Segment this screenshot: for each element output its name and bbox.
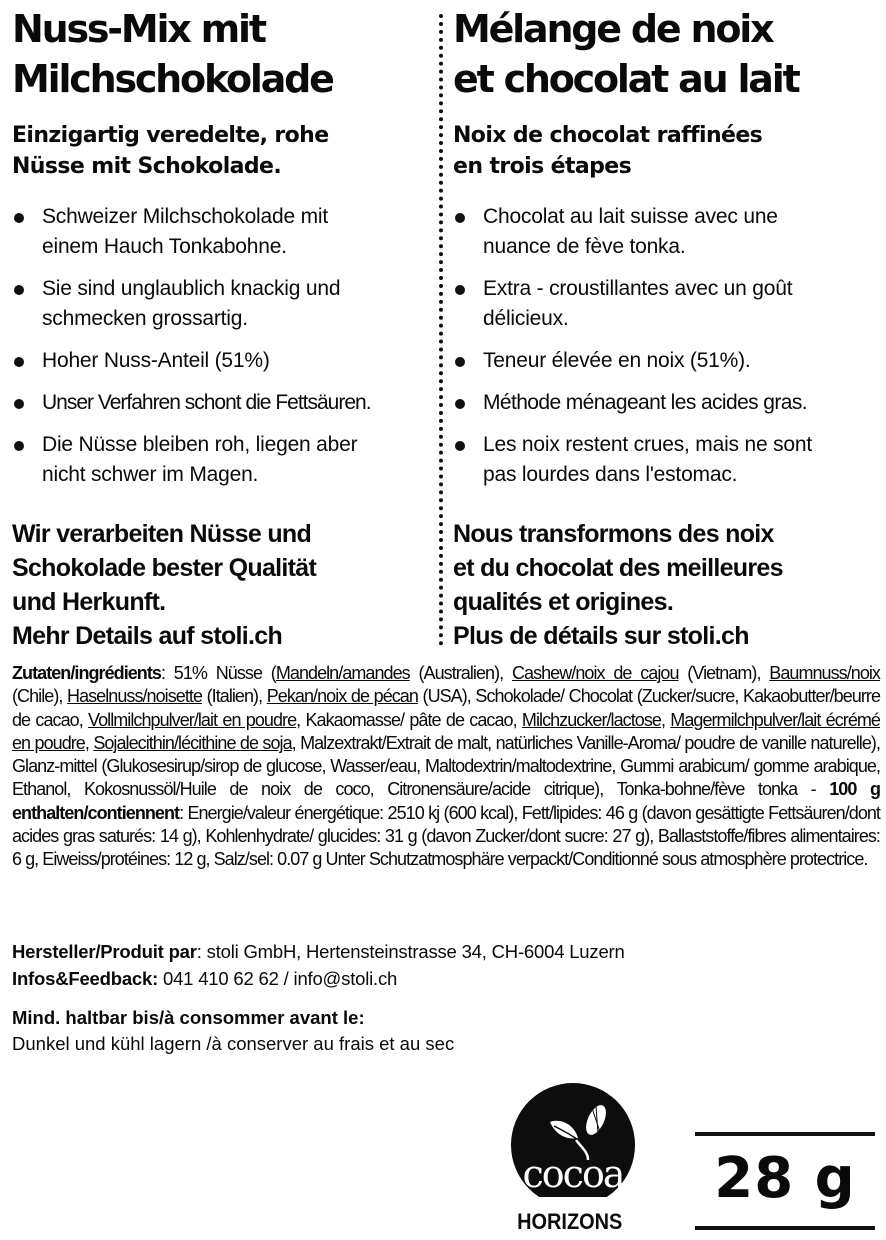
ingredients-text: : 51% Nüsse (: [160, 663, 276, 683]
french-subtitle: [453, 120, 883, 182]
nutrition-label: 100 g enthalten/contiennent: [12, 779, 880, 823]
ingredients-text: (Italien),: [202, 686, 267, 707]
ingredients-block: [12, 662, 880, 872]
bullet-line: Schweizer Milchschokolade mit: [42, 205, 328, 228]
bullet-dot-icon: [455, 399, 465, 409]
statement-line: qualités et origines.: [453, 588, 674, 616]
feedback-line: [12, 965, 625, 992]
manufacturer-label: Hersteller/Produit par: [12, 941, 197, 962]
french-subtitle-line: en trois étapes: [453, 154, 632, 179]
best-before-label: Mind. haltbar bis/à consommer avant le:: [12, 1007, 365, 1028]
bullet-item: [12, 388, 437, 418]
allergen: Milchzucker/lactose: [521, 709, 661, 730]
bullet-item: [12, 430, 437, 490]
nutrition-text: : Energie/valeur énergétique: 2510 kj (600 kcal), Fett/lipides: 46 g (davon gesättigte Fettsäuren/dont acides gras saturés: 14 g), Kohlenhydrate/ glucides: 31 g (davon Zucker/dont sucre: 27 g), Ballaststoffe/fibres alimentaires: 6 g, Eiweiss/protéines: 12 g, Salz/sel: 0.07 g Unter Schutzatmosphäre verpackt/Conditionné sous atmosphère protectrice.: [12, 802, 880, 870]
weight-rule-bottom: [695, 1226, 875, 1230]
bullet-line: Chocolat au lait suisse avec une: [483, 205, 778, 228]
bullet-line: Unser Verfahren schont die Fettsäuren.: [42, 391, 371, 414]
bullet-line: Extra - croustillantes avec un goût: [483, 277, 793, 300]
french-quality-statement: [453, 517, 783, 653]
german-bullet-list: [12, 202, 437, 490]
allergen: Cashew/noix de cajou: [511, 663, 679, 683]
bullet-item: [12, 274, 437, 334]
bullet-line: nuance de fève tonka.: [483, 235, 686, 258]
allergen: Vollmilchpulver/lait en poudre: [88, 709, 297, 730]
weight-rule-top: [695, 1132, 875, 1136]
statement-line: Mehr Details auf stoli.ch: [12, 622, 283, 650]
french-title-line: et chocolat au lait: [453, 57, 799, 101]
bullet-item: [453, 202, 883, 262]
bullet-item: [453, 388, 883, 418]
allergen: Baumnuss/noix: [769, 663, 880, 683]
feedback-contact: 041 410 62 62 / info@stoli.ch: [158, 968, 398, 989]
ingredients-text: (Australien),: [409, 663, 512, 683]
german-subtitle-line: Nüsse mit Schokolade.: [12, 154, 282, 179]
best-before-block: [12, 1005, 454, 1057]
allergen: Magermilchpulver/lait écrémé en poudre: [12, 709, 880, 753]
bullet-dot-icon: [14, 357, 24, 367]
cocoa-horizons-logo-icon: [508, 1082, 638, 1232]
french-column: [453, 0, 883, 502]
french-subtitle-line: Noix de chocolat raffinées: [453, 123, 763, 148]
ingredients-text: , Malzextrakt/Extrait de malt, natürliches Vanille-Aroma/ poudre de vanille naturelle), Glanz-mittel (Glukosesirup/sirop de glucose, Wasser/eau, Maltodextrin/maltodextrine, Gummi arabicum/ gomme arabique, Ethanol, Kokosnussöl/Huile de noix de coco, Citronensäure/acide citrique), Tonka-bohne/fève tonka -: [12, 732, 880, 800]
french-title: [453, 4, 883, 104]
statement-line: Wir verarbeiten Nüsse und: [12, 520, 312, 548]
german-subtitle: [12, 120, 437, 182]
bullet-line: délicieux.: [483, 307, 569, 330]
statement-line: et du chocolat des meilleures: [453, 554, 783, 582]
bullet-dot-icon: [455, 285, 465, 295]
statement-line: Nous transformons des noix: [453, 520, 774, 548]
feedback-label: Infos&Feedback:: [12, 968, 159, 989]
french-title-line: Mélange de noix: [453, 7, 773, 51]
bullet-item: [453, 346, 883, 376]
bullet-item: [453, 274, 883, 334]
bullet-line: Hoher Nuss-Anteil (51%): [42, 349, 270, 372]
german-subtitle-line: Einzigartig veredelte, rohe: [12, 123, 329, 148]
bullet-dot-icon: [14, 285, 24, 295]
bullet-item: [12, 202, 437, 262]
bullet-dot-icon: [455, 213, 465, 223]
statement-line: Schokolade bester Qualität: [12, 554, 317, 582]
bullet-line: schmecken grossartig.: [42, 307, 248, 330]
bullet-dot-icon: [455, 357, 465, 367]
allergen: Pekan/noix de pécan: [266, 686, 418, 707]
manufacturer-address: : stoli GmbH, Hertensteinstrasse 34, CH-6004 Luzern: [196, 941, 625, 962]
bullet-line: pas lourdes dans l'estomac.: [483, 463, 738, 486]
ingredients-text: ,: [660, 709, 671, 730]
bullet-dot-icon: [455, 441, 465, 451]
column-divider: [439, 14, 443, 646]
manufacturer-line: [12, 938, 625, 965]
german-title-line: Nuss-Mix mit: [12, 7, 265, 51]
manufacturer-info: [12, 938, 625, 992]
bullet-item: [12, 346, 437, 376]
german-title-line: Milchschokolade: [12, 57, 333, 101]
bullet-line: Teneur élevée en noix (51%).: [483, 349, 751, 372]
net-weight-box: [695, 1130, 875, 1240]
german-column: [12, 0, 437, 502]
statement-line: Plus de détails sur stoli.ch: [453, 622, 749, 650]
logo-wordmark-bottom: HORIZONS: [517, 1210, 623, 1232]
allergen: Haselnuss/noisette: [67, 686, 203, 707]
ingredients-text: , Kakaomasse/ pâte de cacao,: [296, 709, 522, 730]
german-quality-statement: [12, 517, 316, 653]
logo-wordmark-top: cocoa: [522, 1152, 624, 1196]
bullet-line: Die Nüsse bleiben roh, liegen aber: [42, 433, 358, 456]
french-bullet-list: [453, 202, 883, 490]
net-weight: 28 g: [714, 1146, 856, 1211]
german-title: [12, 4, 437, 104]
bullet-line: Méthode ménageant les acides gras.: [483, 391, 807, 414]
statement-line: und Herkunft.: [12, 588, 166, 616]
ingredients-text: (Chile),: [12, 686, 68, 707]
cocoa-horizons-logo: [508, 1082, 638, 1232]
storage-instructions: Dunkel und kühl lagern /à conserver au frais et au sec: [12, 1033, 455, 1054]
bullet-item: [453, 430, 883, 490]
ingredients-text: (USA), Schokolade/ Chocolat (Zucker/sucre, Kakaobutter/beurre de cacao,: [12, 686, 881, 730]
allergen: Sojalecithin/lécithine de soja: [93, 732, 292, 753]
bullet-dot-icon: [14, 213, 24, 223]
bullet-line: einem Hauch Tonkabohne.: [42, 235, 287, 258]
ingredients-text: ,: [84, 732, 94, 753]
ingredients-label: Zutaten/ingrédients: [12, 663, 161, 683]
ingredients-text: (Vietnam),: [678, 663, 770, 683]
bullet-dot-icon: [14, 399, 24, 409]
allergen: Mandeln/amandes: [275, 663, 410, 683]
bullet-line: nicht schwer im Magen.: [42, 463, 259, 486]
bullet-line: Les noix restent crues, mais ne sont: [483, 433, 812, 456]
bullet-line: Sie sind unglaublich knackig und: [42, 277, 341, 300]
bullet-dot-icon: [14, 441, 24, 451]
